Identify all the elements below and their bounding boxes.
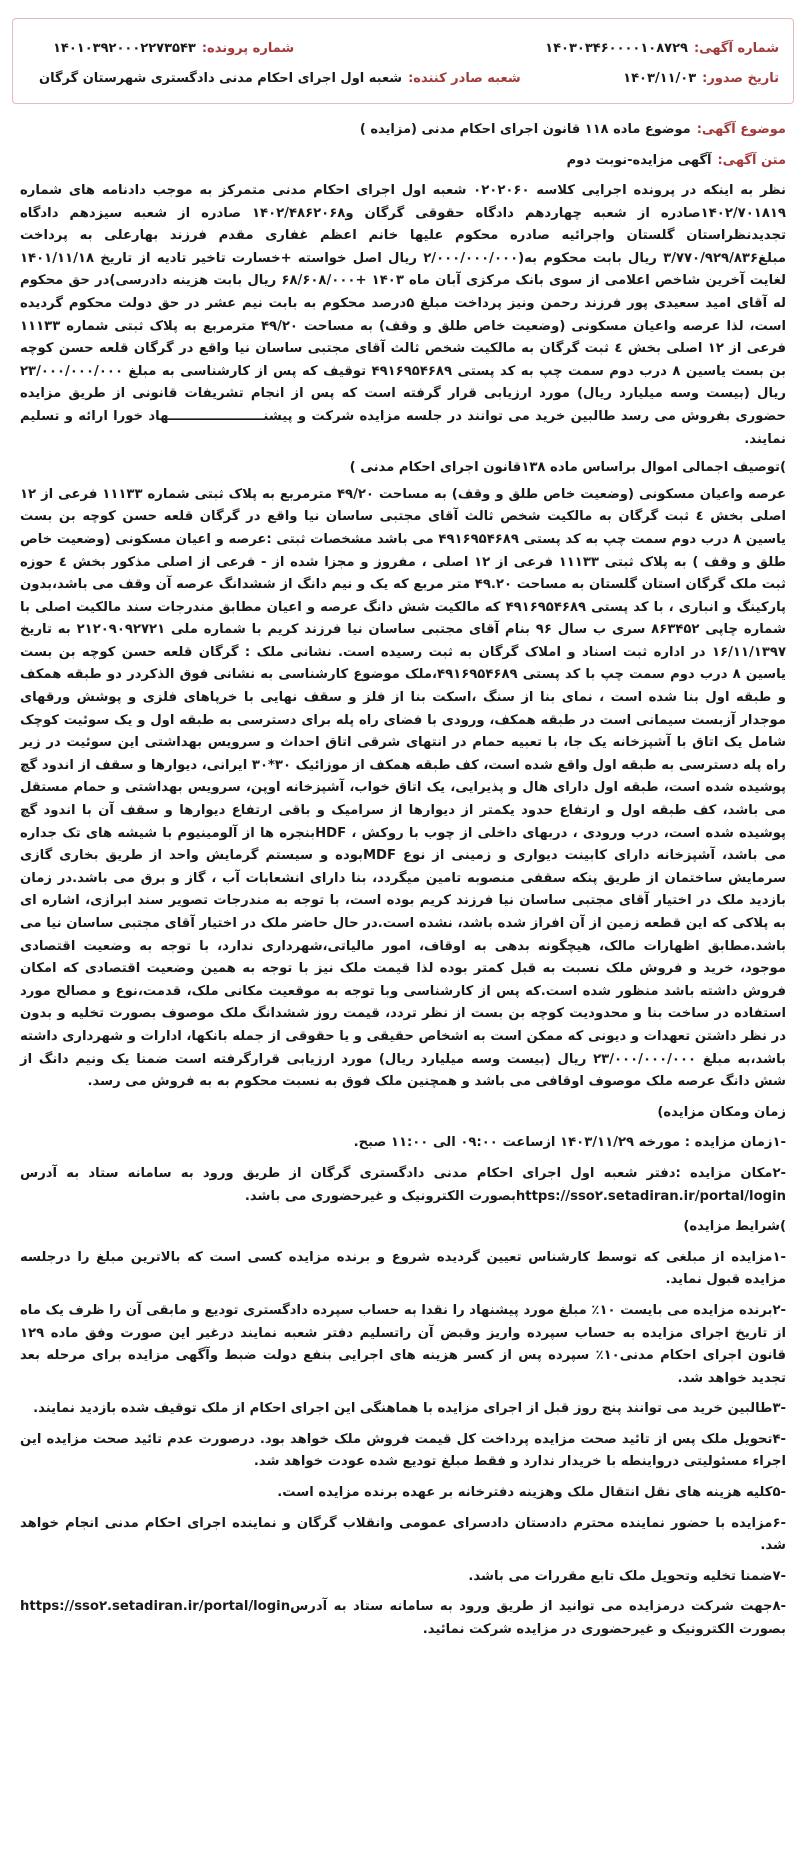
- issuer-field: [39, 71, 521, 86]
- ad-number-field: [545, 41, 779, 56]
- case-number-label: شماره پرونده:: [201, 40, 295, 56]
- condition-item-8: -۸جهت شرکت درمزایده می توانید از طریق ورود به سامانه ستاد به آدرسhttps://sso۲.setadiran.ir/portal/login بصورت الکترونیک و غیرحضوری در مزایده شرکت نمائید.: [20, 1599, 786, 1638]
- subject-value: موضوع ماده ۱۱۸ قانون اجرای احکام مدنی (مزایده ): [359, 122, 691, 137]
- ad-text-row: [20, 153, 786, 168]
- case-number-field: [53, 41, 294, 56]
- condition-item-2: -۲برنده مزایده می بایست ۱۰٪ مبلغ مورد پیشنهاد را نقدا به حساب سپرده دادگستری تودیع و مابقی آن را ظرف یک ماه از تاریخ اجرای مزایده به حساب سپرده واریز وقبض آن راتسلیم دفتر شعبه نمایند درغیر این صورت وفق ماده ۱۲۹ قانون اجرای احکام مدنی۱۰٪ سپرده پس از کسر هزینه های اجرایی بنفع دولت ضبط وآگهی مزایده برای مرحله بعد تجدید خواهد شد.: [20, 1302, 786, 1386]
- conditions-heading: )شرایط مزایده): [683, 1219, 786, 1235]
- notice-header-box: [12, 18, 794, 104]
- case-number-value: ۱۴۰۱۰۳۹۲۰۰۰۲۲۷۳۵۴۳: [53, 40, 196, 56]
- condition-item-7: -۷ضمنا تخلیه وتحویل ملک تابع مقررات می باشد.: [468, 1568, 786, 1584]
- issue-date-field: [623, 71, 779, 86]
- subject-row: [20, 122, 786, 137]
- intro-paragraph: نظر به اینکه در پرونده اجرایی کلاسه ۰۲۰۲۰۶۰ شعبه اول اجرای احکام مدنی متمرکز به موجب دادنامه های شماره ۱۴۰۲/۷۰۱۸۱۹صادره از شعبه چهاردهم دادگاه حقوقی گرگان و۱۴۰۲/۴۸۶۲۰۶۸ صادره از شعبه سیزدهم دادگاه تجدیدنظراستان گلستان واجرائیه صادره محکوم علیها خانم اعظم غفاری مقدم فرزند بهارعلی به پرداخت مبلغ۳/۷۷۰/۹۲۹/۸۳۶ ریال بابت محکوم به(۲/۰۰۰/۰۰۰/۰۰۰ ریال اصل خواسته +خسارت تاخیر تادیه از تاریخ ۱۴۰۱/۱۱/۱۸ لغایت آخرین شاخص اعلامی از سوی بانک مرکزی آبان ماه ۱۴۰۳ +۶۸/۶۰۸/۰۰۰ ریال بابت هزینه دادرسی)در حق محکوم له آقای امید سعیدی پور فرزند رحمن ونیز پرداخت مبلغ ۵درصد محکوم به بابت نیم عشر در حق دولت محکوم گردیده است، لذا عرصه واعیان مسکونی (وضعیت خاص طلق و وقف) به مساحت ۴۹/۲۰ مترمربع به پلاک ثبتی شماره ۱۱۱۳۳ فرعی از ۱۲ اصلی بخش ٤ ثبت گرگان به مالکیت شخص ثالث آقای مجتبی ساسان نیا واقع در گرگان قلعه حسن کوچه بن بست یاسین ۸ درب دوم سمت چپ به کد پستی ۴۹۱۶۹۵۴۶۸۹ توقیف که پس از کارشناسی به مبلغ ۲۳/۰۰۰/۰۰۰/۰۰۰ ریال (بیست وسه میلیارد ریال) مورد ارزیابی قرار گرفته است که پس از انجام تشریفات قانونی از طریق مزایده حضوری بفروش می رسد طالبین خرید می توانند در جلسه مزایده شرکت و پیشنـــــــــــــــــــــهاد خورا ارائه و تسلیم نمایند.: [20, 183, 786, 447]
- ad-number-label: شماره آگهی:: [693, 40, 779, 56]
- condition-item-4: -۴تحویل ملک پس از تائید صحت مزایده پرداخت کل قیمت فروش ملک خواهد بود. درصورت عدم تائید صحت مزایده این اجراء مسئولیتی درواینطه با خریدار ندارد و فقط مبلغ تودیع شده عودت خواهد شد.: [20, 1431, 786, 1470]
- condition-item-5: -۵کلیه هزینه های نقل انتقال ملک وهزینه دفترخانه بر عهده برنده مزایده است.: [277, 1485, 786, 1501]
- issuer-value: شعبه اول اجرای احکام مدنی دادگستری شهرستان گرگان: [39, 70, 403, 86]
- condition-item-1: -۱مزایده از مبلغی که توسط کارشناس تعیین گردیده شروع و برنده مزایده کسی است که بالاترین مبلغ را درجلسه مزایده قبول نماید.: [20, 1249, 786, 1288]
- issuer-label: شعبه صادر کننده:: [408, 70, 521, 86]
- ad-text-label: متن آگهی:: [717, 153, 786, 168]
- header-row-2: [27, 63, 779, 93]
- issue-date-value: ۱۴۰۳/۱۱/۰۳: [623, 70, 697, 86]
- issue-date-label: تاریخ صدور:: [702, 70, 779, 86]
- header-row-1: [27, 33, 779, 63]
- subject-section: [12, 122, 794, 168]
- auction-place-item: -۲مکان مزایده :دفتر شعبه اول اجرای احکام مدنی دادگستری گرگان از طریق ورود به سامانه ستاد به آدرس https://sso۲.setadiran.ir/portal/loginبصورت الکترونیک و غیرحضوری می باشد.: [20, 1165, 786, 1204]
- description-heading: )توصیف اجمالی اموال براساس ماده ۱۳۸قانون اجرای احکام مدنی ): [349, 460, 786, 476]
- condition-item-6: -۶مزایده با حضور نماینده محترم دادستان دادسرای عمومی وانقلاب گرگان و نماینده اجرای احکام مدنی انجام خواهد شد.: [20, 1515, 786, 1554]
- ad-number-value: ۱۴۰۳۰۳۴۶۰۰۰۰۱۰۸۷۲۹: [545, 40, 688, 56]
- auction-time-item: -۱زمان مزایده : مورخه ۱۴۰۳/۱۱/۲۹ ازساعت ۰۹:۰۰ الی ۱۱:۰۰ صبح.: [353, 1135, 786, 1151]
- property-description-paragraph: عرصه واعیان مسکونی (وضعیت خاص طلق و وقف) به مساحت ۴۹/۲۰ مترمربع به پلاک ثبتی شماره ۱۱۱۳۳ فرعی از ۱۲ اصلی بخش ٤ ثبت گرگان به مالکیت شخص ثالث آقای مجتبی ساسان نیا واقع در گرگان قلعه حسن کوچه بن بست یاسین ۸ درب دوم سمت چپ به کد پستی ۴۹۱۶۹۵۴۶۸۹ می باشد مشخصات ثبتی :عرصه و اعیان مسکونی (وضعیت خاص طلق و وقف ) به پلاک ثبتی ۱۱۱۳۳ فرعی از ۱۲ اصلی ، مفروز و مجزا شده از - فرعی از اصلی مذکور بخش ٤ حوزه ثبت ملک گرگان استان گلستان به مساحت ۴۹.۲۰ متر مربع که یک و نیم دانگ از ششدانگ عرصه آن وقف می باشد،بدون پارکینگ و انباری ، با کد پستی ۴۹۱۶۹۵۴۶۸۹ که مالکیت شش دانگ عرصه و اعیان مطابق مندرجات سند مالکیت اصلی با شماره چاپی ۸۶۳۴۵۲ سری ب سال ۹۶ بنام آقای مجتبی ساسان نیا فرزند کریم با شماره ملی ۲۱۲۰۹۰۹۲۷۲۱ به تاریخ ۱۶/۱۱/۱۳۹۷ در اداره ثبت اسناد و املاک گرگان به ثبت رسیده است. نشانی ملک : گرگان قلعه حسن کوچه بن بست یاسین ۸ درب دوم سمت چپ با کد پستی ۴۹۱۶۹۵۴۶۸۹،ملک موضوع کارشناسی به نشانی فوق الذکردر دو طبقه همکف و طبقه اول بنا شده است ، نمای بنا از سنگ ،اسکت بنا از فلز و سقف نهایی با خرپاهای فلزی و پوشش ورقهای موجدار آزبست سیمانی است در طبقه همکف، ورودی با فضای راه پله برای دسترسی به طبقه اول و یک سوئیت کوچک شامل یک اتاق با آشپزخانه یک جا، با تعبیه حمام در انتهای شرقی اتاق احداث و سرویس بهداشتی این سوئیت در زیر راه پله دسترسی به طبقه اول واقع شده است، کف طبقه همکف از موزائیک ۳۰*۳۰ ایرانی، دیوارها و سقف از اندود گچ پوشیده شده است، طبقه اول دارای هال و پذیرایی، یک اتاق خواب، آشپزخانه اوپن، سرویس بهداشتی و حمام مستقل می باشد، کف طبقه اول و ارتفاع حدود یکمتر از دیوارها از سرامیک و باقی ارتفاع دیوارها و سقف آن با اندود گچ پوشیده شده است، درب ورودی ، دربهای داخلی از چوب با روکش ، HDFبنجره ها از آلومینیوم با شیشه های تک جداره می باشد، آشپزخانه دارای کابینت دیواری و زمینی از نوع MDFبوده و سیستم گرمایش واحد از طریق بخاری گازی سرمایش ساختمان از طریق پنکه سقفی منصوبه تامین میگردد، بنا دارای انشعابات آب ، گاز و برق می باشد.در زمان بازدید ملک در اختیار آقای مجتبی ساسان نیا فرزند کریم بوده است، با توجه به مندرجات تصویر سند ابرازی، اشاره ای به پلاکی که این قطعه زمین از آن افراز شده باشد، نشده است.در حال حاضر ملک در اختیار آقای مجتبی ساسان نیا می باشد.مطابق اظهارات مالک، هیچگونه بدهی به اوقاف، امور مالیاتی،شهرداری ندارد، با توجه به وضعیت اقتصادی موجود، خرید و فروش ملک نسبت به قبل کمتر بوده لذا قیمت ملک نیز با توجه به همین وضعیت اقتصادی که امکان فروش داشته باشد منظور شده است.که پس از کارشناسی وبا توجه به موقعیت مکانی ملک، قدمت،نوع و مصالح مورد استفاده در ساخت بنا و محدودیت کوچه بن بست از نظر تردد، قیمت روز ششدانگ ملک موصوف بصورت تخلیه و بدون در نظر داشتن تعهدات و دیونی که ممکن است به اشخاص حقیقی و یا حقوقی از جمله بانکها، ادارات و شهرداری داشته باشد،به مبلغ ۲۳/۰۰۰/۰۰۰/۰۰۰ ریال (بیست وسه میلیارد ریال) مورد ارزیابی قرارگرفته است ضمنا یک ونیم دانگ از شش دانگ عرصه ملک موصوف اوقافی می باشد و همچنین ملک فوق به نسبت محکوم به به فروش می رسد.: [20, 486, 787, 1090]
- ad-text-value: آگهی مزایده-نوبت دوم: [566, 153, 712, 168]
- time-place-heading: زمان ومکان مزایده): [657, 1104, 786, 1120]
- condition-item-3: -۳طالبین خرید می توانند پنج روز قبل از اجرای مزایده با هماهنگی این اجرای احکام از ملک توقیف شده بازدید نمایند.: [33, 1401, 786, 1417]
- notice-body: [12, 180, 794, 1642]
- subject-label: موضوع آگهی:: [696, 122, 786, 137]
